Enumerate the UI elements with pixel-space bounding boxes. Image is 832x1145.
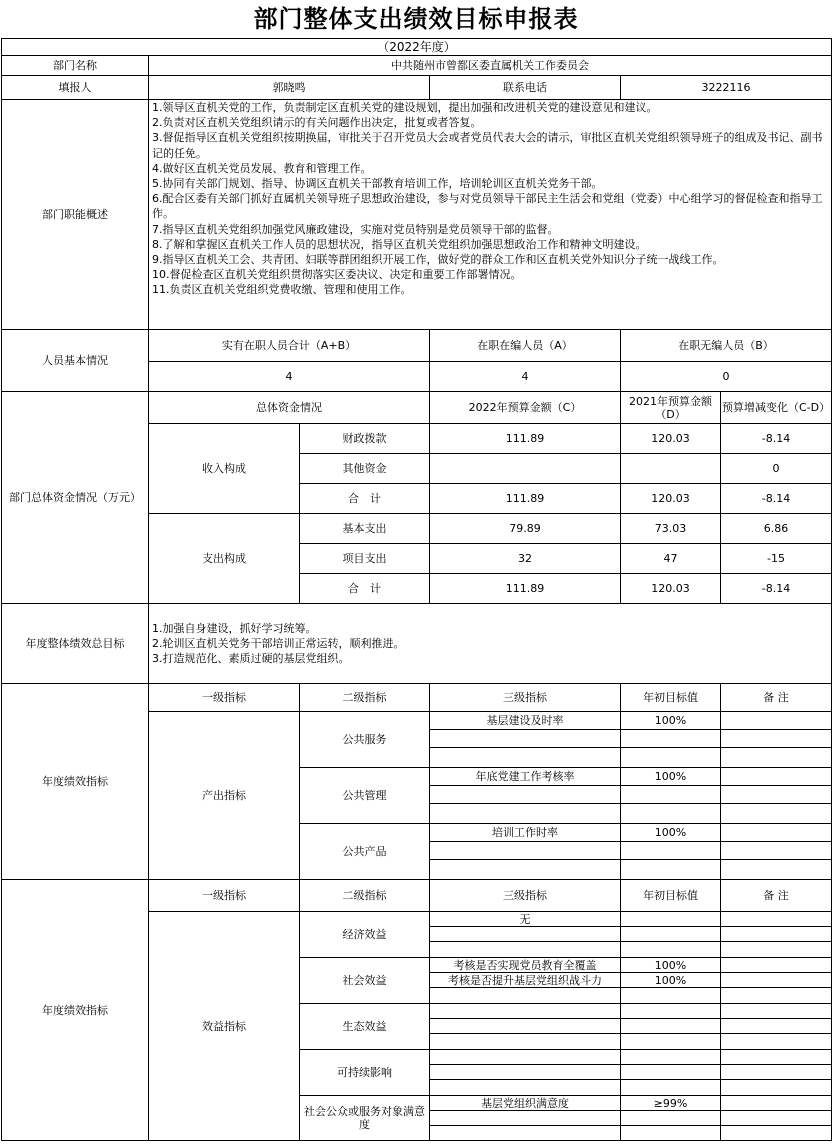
perf-target: [621, 1034, 721, 1050]
fund-c: 79.89: [430, 514, 621, 544]
goal-item: 3.打造规范化、素质过硬的基层党组织。: [152, 652, 350, 666]
perf-header: 二级指标: [300, 880, 430, 912]
goal-item: 1.加强自身建设，抓好学习统筹。: [152, 621, 317, 635]
perf-note: [721, 927, 832, 942]
perf-note: [721, 730, 832, 748]
perf-level3: [430, 927, 621, 942]
perf-note: [721, 712, 832, 730]
perf-target: [621, 927, 721, 942]
income-label: 收入构成: [149, 424, 300, 514]
perf-note: [721, 973, 832, 988]
staff-value: 4: [149, 362, 430, 392]
perf-note: [721, 1019, 832, 1034]
perf-level2: 可持续影响: [300, 1050, 430, 1096]
dept-name: 中共随州市曾都区委直属机关工作委员会: [149, 56, 832, 76]
perf-note: [721, 1080, 832, 1096]
fund-item: 其他资金: [300, 454, 430, 484]
perf-level3: [430, 1080, 621, 1096]
dept-label: 部门名称: [2, 56, 149, 76]
fund-item: 财政拨款: [300, 424, 430, 454]
fund-c: 111.89: [430, 484, 621, 514]
perf-level3: [430, 786, 621, 804]
funds-header: 2022年预算金额（C）: [430, 392, 621, 424]
fund-c: 111.89: [430, 574, 621, 604]
fund-diff: -15: [721, 544, 832, 574]
fund-c: 32: [430, 544, 621, 574]
perf-target: [621, 1111, 721, 1126]
fund-diff: -8.14: [721, 484, 832, 514]
perf-level3: [430, 1126, 621, 1141]
year-label: （2022年度）: [2, 39, 832, 56]
perf-note: [721, 912, 832, 927]
duty-item: 9.指导区直机关工会、共青团、妇联等群团组织开展工作，做好党的群众工作和区直机关党外知识分子统一战线工作。: [152, 253, 724, 267]
perf-note: [721, 1034, 832, 1050]
perf-note: [721, 786, 832, 804]
phone-value: 3222116: [621, 76, 832, 100]
perf-note: [721, 1065, 832, 1080]
duty-item: 3.督促指导区直机关党组织按期换届，审批关于召开党员大会或者党员代表大会的请示，审批区直机关党组织领导班子的组成及书记、副书记的任免。: [152, 131, 823, 160]
reporter-name: 郭晓鸣: [149, 76, 430, 100]
perf-level3: 考核是否提升基层党组织战斗力: [430, 973, 621, 988]
goals-label: 年度整体绩效总目标: [2, 604, 149, 684]
fund-item: 基本支出: [300, 514, 430, 544]
perf-target: [621, 1019, 721, 1034]
perf-header: 三级指标: [430, 684, 621, 712]
staff-header: 实有在职人员合计（A+B）: [149, 330, 430, 362]
fund-item: 合 计: [300, 574, 430, 604]
perf-target: [621, 860, 721, 880]
perf-header: 一级指标: [149, 880, 300, 912]
perf-level3: [430, 730, 621, 748]
duties-label: 部门职能概述: [2, 100, 149, 330]
perf-header: 二级指标: [300, 684, 430, 712]
funds-label: 部门总体资金情况（万元）: [2, 392, 149, 604]
perf-level2: 生态效益: [300, 1004, 430, 1050]
perf-header: 备 注: [721, 880, 832, 912]
perf-note: [721, 1050, 832, 1065]
perf-header: 年初目标值: [621, 684, 721, 712]
perf-target: [621, 842, 721, 860]
goals-content: [149, 604, 832, 684]
duty-item: 5.协同有关部门规划、指导、协调区直机关干部教育培训工作，培训轮训区直机关党务干部。: [152, 177, 603, 191]
fund-d: [621, 454, 721, 484]
perf-target: [621, 988, 721, 1004]
duty-item: 10.督促检查区直机关党组织贯彻落实区委决议、决定和重要工作部署情况。: [152, 268, 522, 282]
perf-level3: 考核是否实现党员教育全覆盖: [430, 958, 621, 973]
perf1-level1: 产出指标: [149, 712, 300, 880]
fund-c: [430, 454, 621, 484]
expense-label: 支出构成: [149, 514, 300, 604]
fund-diff: 0: [721, 454, 832, 484]
perf-note: [721, 768, 832, 786]
perf-target: 100%: [621, 824, 721, 842]
perf-level3: [430, 1065, 621, 1080]
perf-note: [721, 1126, 832, 1141]
perf-target: [621, 1050, 721, 1065]
perf-note: [721, 942, 832, 958]
duty-item: 1.领导区直机关党的工作，负责制定区直机关党的建设规划，提出加强和改进机关党的建设意见和建议。: [152, 101, 658, 114]
fund-d: 73.03: [621, 514, 721, 544]
perf-header: 三级指标: [430, 880, 621, 912]
perf-level3: 年底党建工作考核率: [430, 768, 621, 786]
staff-value: 0: [621, 362, 832, 392]
perf1-label: 年度绩效指标: [2, 684, 149, 880]
perf-note: [721, 988, 832, 1004]
perf-level2: 公共服务: [300, 712, 430, 768]
perf-level3: [430, 1034, 621, 1050]
perf-note: [721, 842, 832, 860]
funds-header: 2021年预算金额（D）: [621, 392, 721, 424]
perf-level2: 社会公众或服务对象满意度: [300, 1096, 430, 1141]
perf-level2: 社会效益: [300, 958, 430, 1004]
perf-level3: [430, 942, 621, 958]
fund-d: 120.03: [621, 424, 721, 454]
perf-note: [721, 804, 832, 824]
perf-level3: [430, 988, 621, 1004]
perf-level3: 无: [430, 912, 621, 927]
perf-target: [621, 942, 721, 958]
perf-target: [621, 804, 721, 824]
perf-target: 100%: [621, 973, 721, 988]
duty-item: 2.负责对区直机关党组织请示的有关问题作出决定，批复或者答复。: [152, 116, 482, 130]
perf2-level1: 效益指标: [149, 912, 300, 1141]
perf-level3: [430, 748, 621, 768]
perf-level2: 公共产品: [300, 824, 430, 880]
perf-level2: 公共管理: [300, 768, 430, 824]
perf2-label: 年度绩效指标: [2, 880, 149, 1141]
perf-target: [621, 786, 721, 804]
perf-target: [621, 1004, 721, 1019]
perf-note: [721, 1111, 832, 1126]
perf-level3: [430, 1111, 621, 1126]
perf-note: [721, 824, 832, 842]
page-title: 部门整体支出绩效目标申报表: [253, 5, 579, 33]
perf-target: [621, 912, 721, 927]
perf-note: [721, 1004, 832, 1019]
perf-level3: [430, 842, 621, 860]
perf-header: 备 注: [721, 684, 832, 712]
perf-note: [721, 958, 832, 973]
perf-level3: [430, 860, 621, 880]
funds-header: 预算增减变化（C-D）: [721, 392, 832, 424]
perf-level3: [430, 1050, 621, 1065]
perf-level3: 培训工作时率: [430, 824, 621, 842]
fund-diff: 6.86: [721, 514, 832, 544]
perf-target: [621, 748, 721, 768]
fund-c: 111.89: [430, 424, 621, 454]
fund-diff: -8.14: [721, 574, 832, 604]
duty-item: 8.了解和掌握区直机关工作人员的思想状况，指导区直机关党组织加强思想政治工作和精神文明建设。: [152, 237, 647, 251]
phone-label: 联系电话: [430, 76, 621, 100]
duties-content: [149, 100, 832, 330]
perf-target: [621, 1065, 721, 1080]
duty-item: 7.指导区直机关党组织加强党风廉政建设，实施对党员特别是党员领导干部的监督。: [152, 222, 559, 236]
perf-header: 年初目标值: [621, 880, 721, 912]
perf-target: [621, 1080, 721, 1096]
perf-level3: [430, 1004, 621, 1019]
perf-level3: 基层建设及时率: [430, 712, 621, 730]
fund-item: 项目支出: [300, 544, 430, 574]
perf-target: 100%: [621, 712, 721, 730]
perf-note: [721, 748, 832, 768]
perf-level3: [430, 1019, 621, 1034]
perf-target: 100%: [621, 768, 721, 786]
report-table: [1, 38, 832, 1141]
staff-header: 在职在编人员（A）: [430, 330, 621, 362]
fund-diff: -8.14: [721, 424, 832, 454]
perf-target: [621, 730, 721, 748]
perf-level2: 经济效益: [300, 912, 430, 958]
fund-item: 合 计: [300, 484, 430, 514]
goal-item: 2.轮训区直机关党务干部培训正常运转，顺利推进。: [152, 636, 405, 650]
fund-d: 120.03: [621, 574, 721, 604]
staff-label: 人员基本情况: [2, 330, 149, 392]
perf-level3: 基层党组织满意度: [430, 1096, 621, 1111]
duty-item: 4.做好区直机关党员发展、教育和管理工作。: [152, 161, 372, 175]
perf-level3: [430, 804, 621, 824]
duty-item: 11.负责区直机关党组织党费收缴、管理和使用工作。: [152, 283, 412, 297]
staff-header: 在职无编人员（B）: [621, 330, 832, 362]
reporter-label: 填报人: [2, 76, 149, 100]
funds-overall: 总体资金情况: [149, 392, 430, 424]
perf-note: [721, 860, 832, 880]
perf-note: [721, 1096, 832, 1111]
fund-d: 120.03: [621, 484, 721, 514]
perf-target: 100%: [621, 958, 721, 973]
staff-value: 4: [430, 362, 621, 392]
fund-d: 47: [621, 544, 721, 574]
perf-target: ≥99%: [621, 1096, 721, 1111]
perf-target: [621, 1126, 721, 1141]
duty-item: 6.配合区委有关部门抓好直属机关领导班子思想政治建设，参与对党员领导干部民主生活会和党组（党委）中心组学习的督促检查和指导工作。: [152, 192, 823, 221]
perf-header: 一级指标: [149, 684, 300, 712]
